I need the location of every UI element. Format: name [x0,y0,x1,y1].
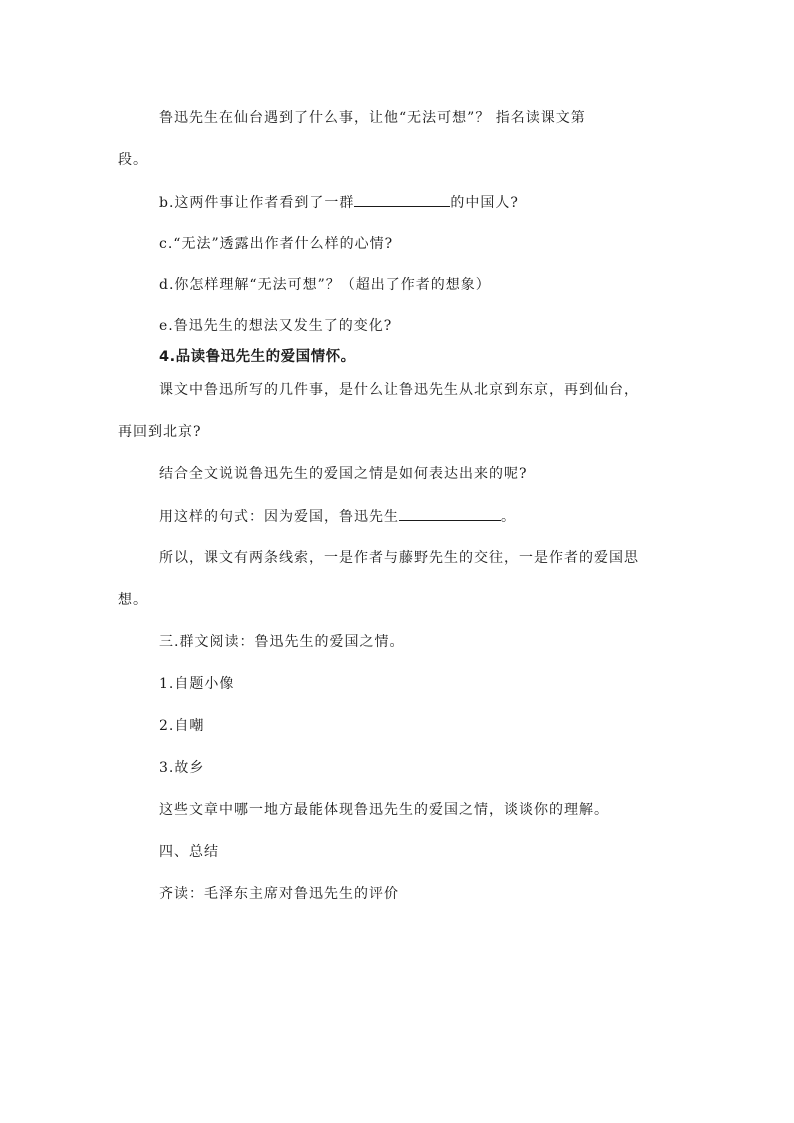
question-d [159,275,491,295]
section-heading-text: 四、总结 [159,844,219,860]
paragraph-text: 想。 [118,592,148,608]
section-heading-text: 三.群文阅读：鲁迅先生的爱国之情。 [159,634,405,650]
list-item-text: 2.自嘲 [159,718,205,734]
paragraph-line [159,884,399,904]
question-b [159,192,519,213]
paragraph-continuation [118,422,202,442]
paragraph-text: 结合全文说说鲁迅先生的爱国之情是如何表达出来的呢? [159,466,528,482]
fill-in-blank [354,192,450,207]
paragraph-text: 课文中鲁迅所写的几件事，是什么让鲁迅先生从北京到东京，再到仙台， [159,382,639,398]
question-text-continuation [118,150,148,170]
section-heading [159,347,356,367]
paragraph-line [159,464,528,484]
question-e [159,316,392,336]
question-c-text: c.“无法”透露出作者什么样的心情? [159,236,394,252]
paragraph-line [159,548,639,568]
question-b-text: b.这两件事让作者看到了一群 [159,195,355,211]
section-heading-group-reading [159,632,404,652]
list-item [159,674,234,694]
paragraph-text: 齐读：毛泽东主席对鲁迅先生的评价 [159,886,399,902]
list-item [159,716,204,736]
section-heading-text: 4.品读鲁迅先生的爱国情怀。 [159,349,356,365]
sentence-pattern-line [159,506,516,527]
fill-in-blank [399,506,501,521]
question-text-line [159,108,586,128]
paragraph-text: 这些文章中哪一地方最能体现鲁迅先生的爱国之情，谈谈你的理解。 [159,802,609,818]
section-heading-summary [159,842,219,862]
paragraph-text: 所以，课文有两条线索，一是作者与藤野先生的交往，一是作者的爱国思 [159,550,639,566]
paragraph-text: 鲁迅先生在仙台遇到了什么事，让他“无法可想”？ 指名读课文第 [159,110,586,126]
sentence-pattern-end: 。 [501,509,516,525]
list-item [159,758,204,778]
question-c [159,234,393,254]
sentence-pattern-text: 用这样的句式：因为爱国，鲁迅先生 [159,509,399,525]
paragraph-text: 再回到北京? [118,424,202,440]
question-e-text: e.鲁迅先生的想法又发生了的变化? [159,318,393,334]
paragraph-line [159,800,609,820]
paragraph-line [159,380,639,400]
paragraph-continuation [118,590,148,610]
list-item-text: 1.自题小像 [159,676,235,692]
paragraph-text: 段。 [118,152,148,168]
list-item-text: 3.故乡 [159,760,205,776]
question-b-text-end: 的中国人? [450,195,519,211]
question-d-text: d.你怎样理解“无法可想”？（超出了作者的想象） [159,277,491,293]
